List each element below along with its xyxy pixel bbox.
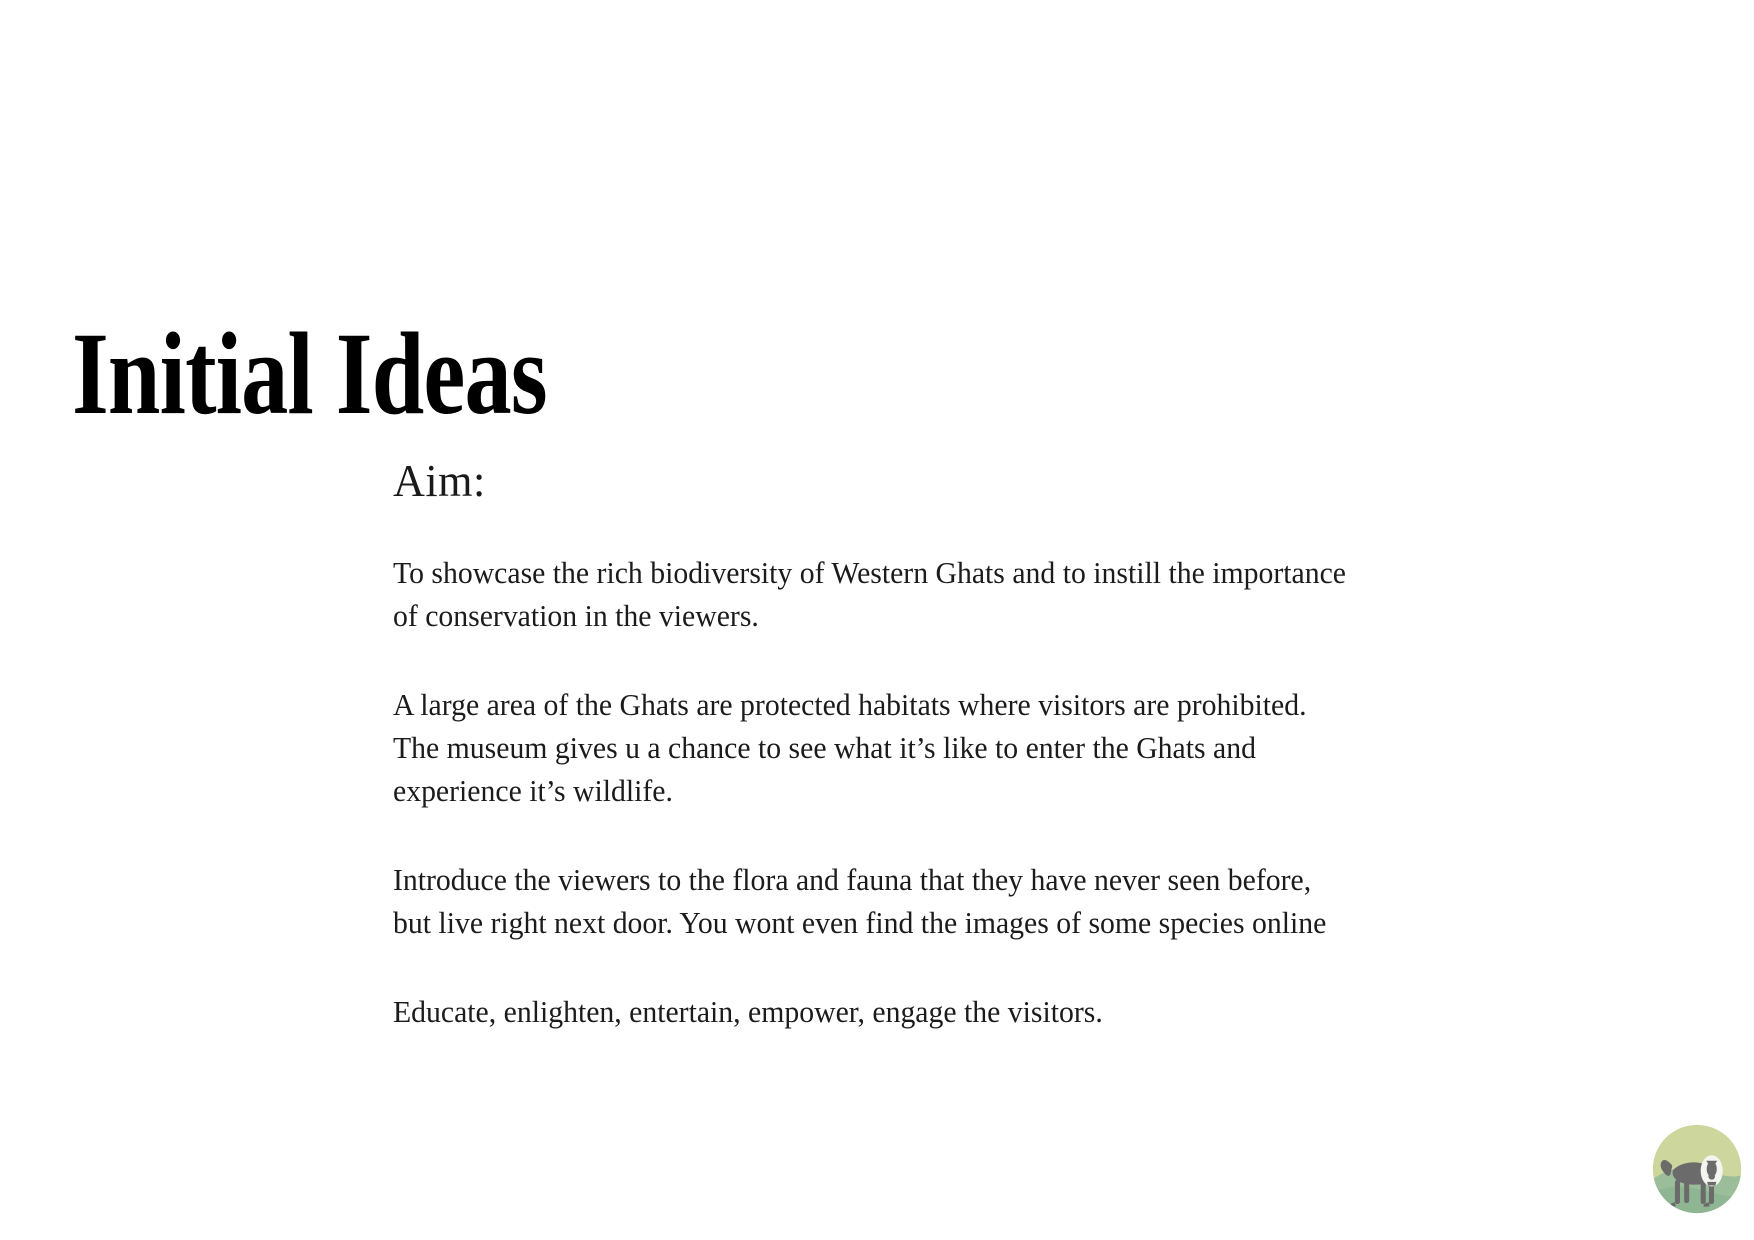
section-heading-aim: Aim: (393, 455, 486, 506)
macaque-badge-icon (1651, 1123, 1743, 1215)
lion-tailed-macaque-logo (1651, 1123, 1743, 1215)
paragraph-protected-habitats: A large area of the Ghats are protected habitats where visitors are prohibited. The museum gives u a chance to see what it’s like to enter the Ghats and experience it’s wildlife. (393, 687, 1307, 808)
page-title: Initial Ideas (72, 308, 547, 440)
paragraph-flora-and-fauna: Introduce the viewers to the flora and fauna that they have never seen before, but live right next door. You wont even find the images of some species online (393, 862, 1327, 940)
body-text-column (393, 455, 1373, 1034)
paragraph-educate-enlighten: Educate, enlighten, entertain, empower, engage the visitors. (393, 994, 1103, 1029)
paragraph-aim-statement: To showcase the rich biodiversity of Western Ghats and to instill the importance of conservation in the viewers. (393, 555, 1346, 633)
